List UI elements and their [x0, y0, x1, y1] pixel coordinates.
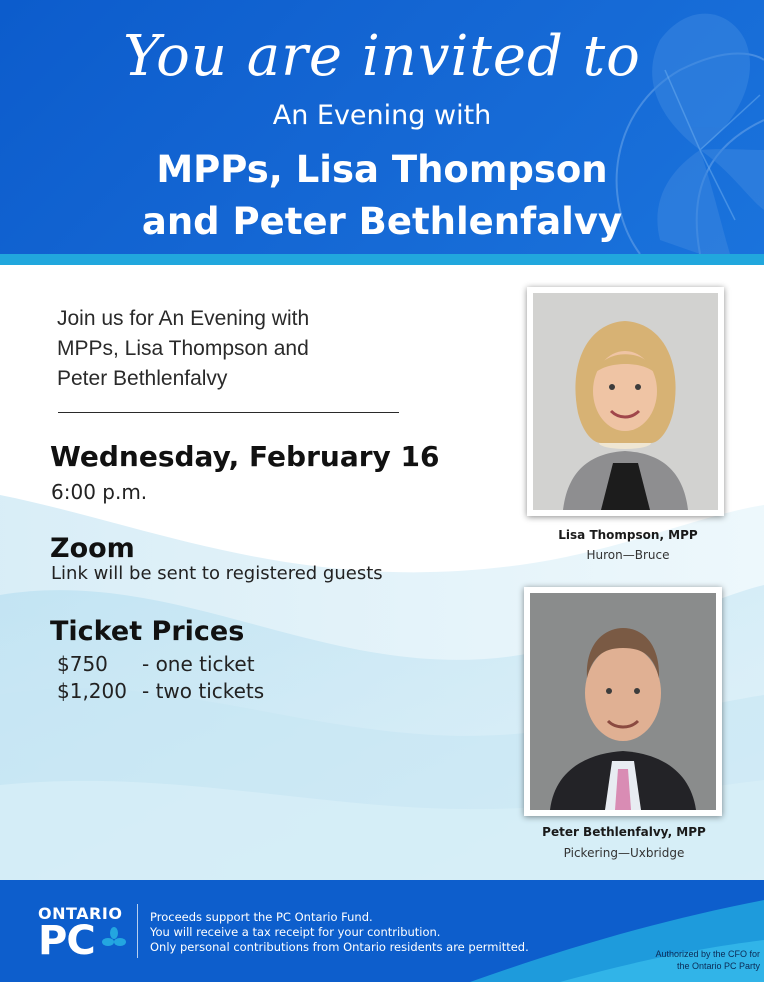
ticket-prices-heading: Ticket Prices: [50, 616, 245, 647]
trillium-logo-icon: [102, 927, 126, 949]
event-time: 6:00 p.m.: [51, 480, 148, 504]
location-heading: Zoom: [50, 533, 135, 564]
speaker-name: Lisa Thompson, MPP: [558, 528, 698, 542]
header-accent-band: [0, 254, 764, 265]
footer-line: Only personal contributions from Ontario residents are permitted.: [150, 940, 529, 954]
portrait-man-icon: [530, 593, 716, 810]
footer-line: Proceeds support the PC Ontario Fund.: [150, 910, 373, 924]
intro-text: [57, 304, 397, 394]
names-line-2: and Peter Bethlenfalvy: [141, 200, 623, 243]
speaker-riding: Pickering—Uxbridge: [563, 846, 685, 860]
authorization-notice: [618, 948, 760, 972]
intro-line-1: Join us for An Evening with: [57, 307, 310, 330]
intro-line-3: Peter Bethlenfalvy: [57, 367, 228, 390]
event-date: Wednesday, February 16: [50, 440, 440, 473]
section-divider: [58, 412, 399, 413]
portrait-woman-icon: [533, 293, 718, 510]
authorization-line: the Ontario PC Party: [676, 961, 760, 971]
ticket-price-row: [57, 652, 255, 676]
ticket-label: - one ticket: [142, 652, 255, 676]
footer-divider: [137, 904, 138, 958]
footer-bar: [0, 880, 764, 982]
logo-wordmark: ONTARIO: [38, 904, 123, 923]
ticket-amount: $1,200: [57, 679, 127, 703]
speaker-riding: Huron—Bruce: [586, 548, 670, 562]
location-detail: Link will be sent to registered guests: [51, 563, 383, 584]
footer-line: You will receive a tax receipt for your contribution.: [150, 925, 441, 939]
names-line-1: MPPs, Lisa Thompson: [156, 148, 608, 191]
ticket-amount: $750: [57, 652, 108, 676]
ticket-price-row: [57, 679, 264, 703]
event-subtitle: An Evening with: [272, 100, 492, 131]
footer-disclaimer: [150, 910, 529, 955]
intro-line-2: MPPs, Lisa Thompson and: [57, 337, 309, 360]
script-invitation-title: You are invited to: [123, 24, 641, 89]
ticket-label: - two tickets: [142, 679, 265, 703]
speaker-name: Peter Bethlenfalvy, MPP: [542, 825, 706, 839]
header-banner: [0, 0, 764, 254]
speaker-photo-lisa-thompson: [527, 287, 724, 516]
logo-pc: PC: [38, 918, 95, 964]
authorization-line: Authorized by the CFO for: [655, 949, 760, 959]
event-names-heading: [0, 144, 764, 248]
speaker-photo-peter-bethlenfalvy: [524, 587, 722, 816]
